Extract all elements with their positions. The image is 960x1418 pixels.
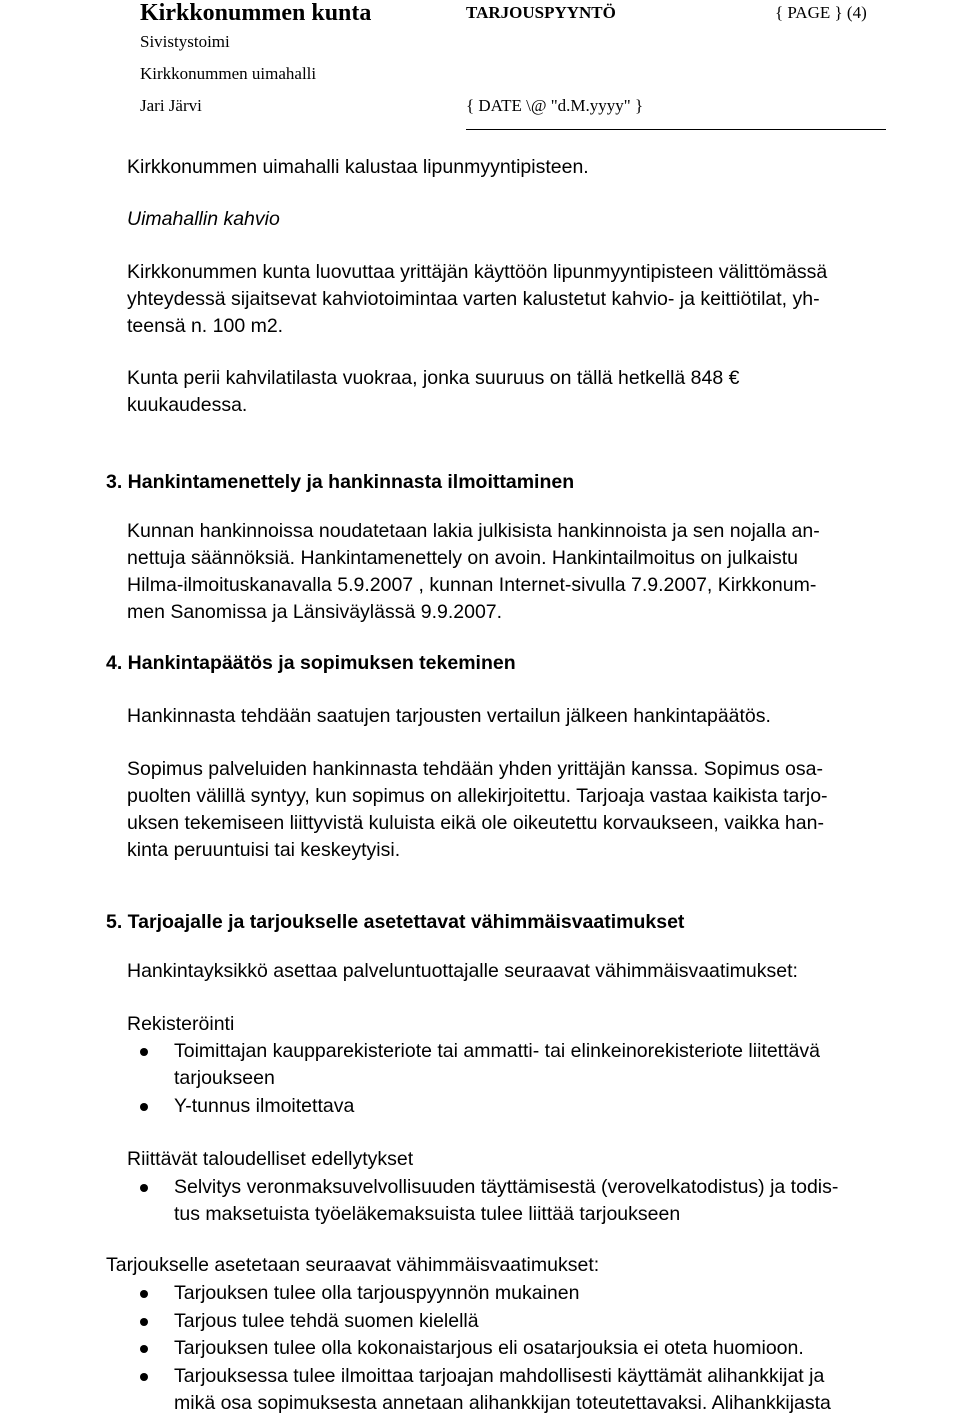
list-item-continuation: tarjoukseen (174, 1067, 275, 1089)
unit: Kirkkonummen uimahalli (140, 64, 317, 83)
paragraph-line: kinta peruuntuisi tai keskeytyisi. (127, 839, 401, 861)
intro-text: Kirkkonummen uimahalli kalustaa lipunmyyntipisteen. (127, 156, 589, 178)
paragraph-line: kuukaudessa. (127, 394, 248, 416)
list-item: Y-tunnus ilmoitettava (174, 1095, 355, 1117)
subsection-title-taloudelliset: Riittävät taloudelliset edellytykset (127, 1148, 414, 1170)
paragraph-line: teensä n. 100 m2. (127, 315, 284, 337)
list-item: Tarjouksen tulee olla kokonaistarjous eli osatarjouksia ei oteta huomioon. (174, 1337, 804, 1359)
subsection-title-rekisterointi: Rekisteröinti (127, 1013, 235, 1035)
date-field: { DATE \@ "d.M.yyyy" } (466, 96, 644, 115)
list-item-continuation: tus maksetuista työeläkemaksuista tulee liittää tarjoukseen (174, 1203, 681, 1225)
paragraph-line: Sopimus palveluiden hankinnasta tehdään yhden yrittäjän kanssa. Sopimus osa- (127, 758, 823, 780)
header-rule (466, 129, 886, 130)
organization-name: Kirkkonummen kunta (140, 0, 372, 26)
list-item: Tarjouksen tulee olla tarjouspyynnön mukainen (174, 1282, 580, 1304)
paragraph-line: men Sanomissa ja Länsiväylässä 9.9.2007. (127, 601, 503, 623)
bullet-icon (140, 1290, 148, 1298)
section-4-heading: 4. Hankintapäätös ja sopimuksen tekeminen (106, 652, 516, 674)
list-item-continuation: mikä osa sopimuksesta annetaan alihankkijan toteutettavaksi. Alihankkijasta (174, 1392, 831, 1414)
bullet-icon (140, 1318, 148, 1326)
subsection-title-tarjous: Tarjoukselle asetetaan seuraavat vähimmäisvaatimukset: (106, 1254, 600, 1276)
paragraph-line: puolten välillä syntyy, kun sopimus on allekirjoitettu. Tarjoaja vastaa kaikista tarjo- (127, 785, 828, 807)
list-item: Selvitys veronmaksuvelvollisuuden täyttämisestä (verovelkatodistus) ja todis- (174, 1176, 839, 1198)
list-item: Toimittajan kaupparekisteriote tai ammatti- tai elinkeinorekisteriote liitettävä (174, 1040, 820, 1062)
paragraph-line: Kunta perii kahvilatilasta vuokraa, jonka suuruus on tällä hetkellä 848 € (127, 367, 740, 389)
page-number-field: { PAGE } (4) (775, 3, 867, 22)
paragraph-line: Hankinnasta tehdään saatujen tarjousten vertailun jälkeen hankintapäätös. (127, 705, 771, 727)
subsection-title-kahvio: Uimahallin kahvio (127, 208, 280, 230)
bullet-icon (140, 1103, 148, 1111)
section-3-heading: 3. Hankintamenettely ja hankinnasta ilmoittaminen (106, 471, 575, 493)
department: Sivistystoimi (140, 32, 230, 51)
paragraph-line: Hilma-ilmoituskanavalla 5.9.2007 , kunnan Internet-sivulla 7.9.2007, Kirkkonum- (127, 574, 817, 596)
paragraph-line: nettuja säännöksiä. Hankintamenettely on avoin. Hankintailmoitus on julkaistu (127, 547, 798, 569)
paragraph-line: uksen tekemiseen liittyvistä kuluista eikä ole oikeutettu korvaukseen, vaikka han- (127, 812, 824, 834)
list-item: Tarjouksessa tulee ilmoittaa tarjoajan mahdollisesti käyttämät alihankkijat ja (174, 1365, 825, 1387)
section-5-heading: 5. Tarjoajalle ja tarjoukselle asetettavat vähimmäisvaatimukset (106, 911, 685, 933)
bullet-icon (140, 1373, 148, 1381)
bullet-icon (140, 1345, 148, 1353)
bullet-icon (140, 1048, 148, 1056)
bullet-icon (140, 1184, 148, 1192)
paragraph-line: yhteydessä sijaitsevat kahviotoimintaa varten kalustetut kahvio- ja keittiötilat, yh- (127, 288, 820, 310)
paragraph-line: Hankintayksikkö asettaa palveluntuottajalle seuraavat vähimmäisvaatimukset: (127, 960, 798, 982)
list-item: Tarjous tulee tehdä suomen kielellä (174, 1310, 479, 1332)
paragraph-line: Kunnan hankinnoissa noudatetaan lakia julkisista hankinnoista ja sen nojalla an- (127, 520, 820, 542)
document-type: TARJOUSPYYNTÖ (466, 3, 616, 22)
paragraph-line: Kirkkonummen kunta luovuttaa yrittäjän käyttöön lipunmyyntipisteen välittömässä (127, 261, 828, 283)
contact-person: Jari Järvi (140, 96, 202, 115)
